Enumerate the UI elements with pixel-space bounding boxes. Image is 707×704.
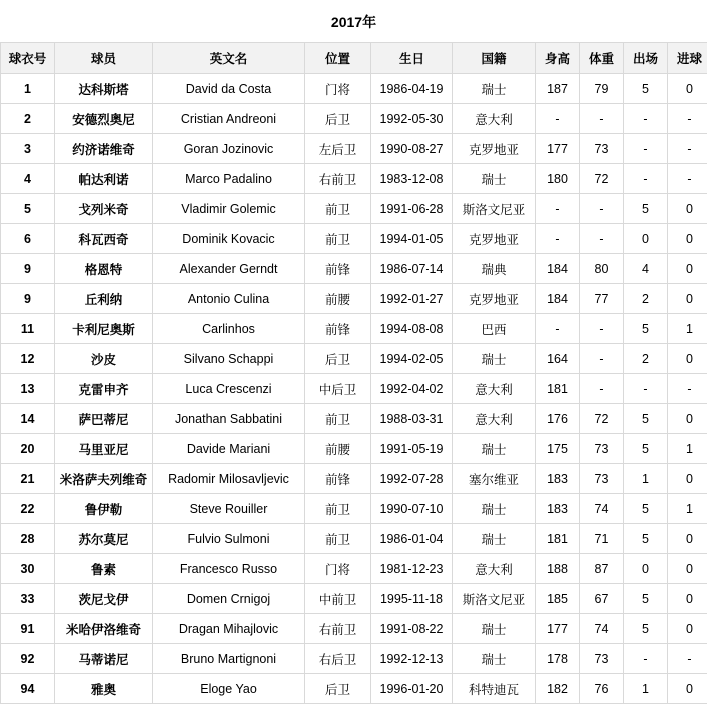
cell-nation: 瑞士 [453,524,536,554]
cell-height: 185 [536,584,580,614]
cell-player: 米洛萨夫列维奇 [55,464,153,494]
table-row [1,674,707,704]
cell-position: 后卫 [305,344,371,374]
cell-apps: 5 [624,74,668,104]
cell-height: 184 [536,254,580,284]
cell-goals: 0 [668,284,707,314]
column-header-position: 位置 [305,43,371,74]
cell-height: 183 [536,464,580,494]
cell-apps: 2 [624,344,668,374]
cell-birthday: 1986-01-04 [371,524,453,554]
cell-position: 前锋 [305,254,371,284]
cell-birthday: 1992-12-13 [371,644,453,674]
cell-birthday: 1992-07-28 [371,464,453,494]
cell-weight: 74 [580,494,624,524]
column-header-height: 身高 [536,43,580,74]
cell-english: Domen Crnigoj [153,584,305,614]
cell-jersey: 6 [1,224,55,254]
cell-position: 前锋 [305,314,371,344]
cell-goals: 0 [668,224,707,254]
cell-jersey: 28 [1,524,55,554]
table-row [1,494,707,524]
cell-birthday: 1983-12-08 [371,164,453,194]
cell-goals: - [668,134,707,164]
cell-apps: - [624,104,668,134]
cell-jersey: 9 [1,284,55,314]
cell-jersey: 4 [1,164,55,194]
cell-weight: - [580,104,624,134]
cell-jersey: 91 [1,614,55,644]
cell-apps: 5 [624,524,668,554]
cell-birthday: 1995-11-18 [371,584,453,614]
cell-nation: 意大利 [453,104,536,134]
table-row [1,164,707,194]
cell-birthday: 1991-06-28 [371,194,453,224]
cell-jersey: 30 [1,554,55,584]
table-row [1,134,707,164]
cell-apps: 1 [624,674,668,704]
cell-goals: - [668,104,707,134]
cell-position: 门将 [305,554,371,584]
cell-player: 卡利尼奥斯 [55,314,153,344]
cell-english: Silvano Schappi [153,344,305,374]
cell-apps: 5 [624,584,668,614]
cell-birthday: 1996-01-20 [371,674,453,704]
table-row [1,374,707,404]
cell-height: 183 [536,494,580,524]
cell-jersey: 1 [1,74,55,104]
column-header-apps: 出场 [624,43,668,74]
cell-weight: 71 [580,524,624,554]
cell-nation: 瑞士 [453,494,536,524]
cell-jersey: 13 [1,374,55,404]
cell-jersey: 5 [1,194,55,224]
cell-height: 181 [536,524,580,554]
cell-position: 前卫 [305,224,371,254]
cell-jersey: 14 [1,404,55,434]
column-header-player: 球员 [55,43,153,74]
cell-weight: 79 [580,74,624,104]
cell-position: 前腰 [305,434,371,464]
cell-nation: 意大利 [453,554,536,584]
cell-nation: 瑞士 [453,434,536,464]
cell-nation: 意大利 [453,404,536,434]
cell-player: 苏尔莫尼 [55,524,153,554]
cell-position: 前卫 [305,524,371,554]
page-title: 2017年 [0,0,707,42]
cell-birthday: 1981-12-23 [371,554,453,584]
cell-weight: 73 [580,134,624,164]
cell-height: 175 [536,434,580,464]
cell-height: 187 [536,74,580,104]
cell-nation: 斯洛文尼亚 [453,194,536,224]
cell-goals: 0 [668,584,707,614]
cell-jersey: 21 [1,464,55,494]
cell-goals: 0 [668,404,707,434]
cell-goals: - [668,374,707,404]
cell-goals: 0 [668,524,707,554]
cell-nation: 克罗地亚 [453,284,536,314]
cell-height: - [536,194,580,224]
cell-weight: 80 [580,254,624,284]
cell-height: 177 [536,134,580,164]
cell-birthday: 1988-03-31 [371,404,453,434]
cell-position: 右后卫 [305,644,371,674]
cell-player: 马蒂诺尼 [55,644,153,674]
cell-english: Carlinhos [153,314,305,344]
cell-jersey: 22 [1,494,55,524]
cell-english: Antonio Culina [153,284,305,314]
cell-height: - [536,224,580,254]
column-header-weight: 体重 [580,43,624,74]
cell-weight: - [580,374,624,404]
cell-english: Alexander Gerndt [153,254,305,284]
cell-nation: 瑞士 [453,164,536,194]
cell-position: 前卫 [305,194,371,224]
cell-weight: 73 [580,644,624,674]
cell-position: 左后卫 [305,134,371,164]
table-row [1,464,707,494]
cell-jersey: 9 [1,254,55,284]
cell-weight: 72 [580,164,624,194]
table-row [1,584,707,614]
cell-height: - [536,104,580,134]
cell-weight: 67 [580,584,624,614]
table-row [1,74,707,104]
cell-height: 177 [536,614,580,644]
cell-english: Radomir Milosavljevic [153,464,305,494]
cell-nation: 瑞士 [453,344,536,374]
cell-apps: - [624,134,668,164]
cell-weight: 73 [580,434,624,464]
table-row [1,524,707,554]
table-row [1,614,707,644]
cell-nation: 克罗地亚 [453,134,536,164]
cell-position: 后卫 [305,104,371,134]
cell-jersey: 92 [1,644,55,674]
cell-height: 181 [536,374,580,404]
cell-english: Vladimir Golemic [153,194,305,224]
table-body [1,74,707,704]
cell-nation: 瑞士 [453,74,536,104]
cell-weight: 74 [580,614,624,644]
column-header-goals: 进球 [668,43,707,74]
table-row [1,644,707,674]
cell-position: 中后卫 [305,374,371,404]
cell-jersey: 33 [1,584,55,614]
cell-nation: 巴西 [453,314,536,344]
cell-player: 科瓦西奇 [55,224,153,254]
cell-apps: 0 [624,554,668,584]
cell-weight: - [580,344,624,374]
cell-position: 前卫 [305,494,371,524]
column-header-english: 英文名 [153,43,305,74]
cell-height: 176 [536,404,580,434]
cell-player: 克雷申齐 [55,374,153,404]
cell-height: - [536,314,580,344]
cell-goals: 0 [668,194,707,224]
cell-birthday: 1986-04-19 [371,74,453,104]
table-row [1,434,707,464]
cell-nation: 塞尔维亚 [453,464,536,494]
cell-goals: 1 [668,314,707,344]
cell-position: 右前卫 [305,164,371,194]
cell-jersey: 11 [1,314,55,344]
table-row [1,404,707,434]
cell-apps: - [624,164,668,194]
cell-weight: 73 [580,464,624,494]
cell-player: 帕达利诺 [55,164,153,194]
cell-player: 雅奥 [55,674,153,704]
cell-nation: 科特迪瓦 [453,674,536,704]
cell-weight: 87 [580,554,624,584]
cell-birthday: 1990-07-10 [371,494,453,524]
cell-player: 安德烈奥尼 [55,104,153,134]
table-row [1,254,707,284]
cell-height: 188 [536,554,580,584]
cell-apps: 5 [624,614,668,644]
cell-english: Jonathan Sabbatini [153,404,305,434]
cell-english: Goran Jozinovic [153,134,305,164]
cell-english: Fulvio Sulmoni [153,524,305,554]
cell-height: 164 [536,344,580,374]
cell-birthday: 1991-08-22 [371,614,453,644]
cell-goals: 0 [668,614,707,644]
cell-weight: 72 [580,404,624,434]
cell-apps: 4 [624,254,668,284]
cell-apps: - [624,644,668,674]
cell-nation: 瑞士 [453,644,536,674]
cell-nation: 斯洛文尼亚 [453,584,536,614]
cell-goals: - [668,644,707,674]
cell-english: Francesco Russo [153,554,305,584]
cell-birthday: 1994-01-05 [371,224,453,254]
cell-english: Marco Padalino [153,164,305,194]
cell-goals: 0 [668,554,707,584]
cell-weight: 76 [580,674,624,704]
cell-weight: - [580,314,624,344]
cell-english: Steve Rouiller [153,494,305,524]
cell-birthday: 1986-07-14 [371,254,453,284]
cell-birthday: 1990-08-27 [371,134,453,164]
cell-english: Davide Mariani [153,434,305,464]
cell-height: 182 [536,674,580,704]
cell-birthday: 1992-05-30 [371,104,453,134]
column-header-birthday: 生日 [371,43,453,74]
cell-english: Dominik Kovacic [153,224,305,254]
cell-jersey: 20 [1,434,55,464]
cell-position: 前锋 [305,464,371,494]
cell-height: 184 [536,284,580,314]
cell-goals: 0 [668,344,707,374]
cell-english: Eloge Yao [153,674,305,704]
cell-player: 马里亚尼 [55,434,153,464]
cell-height: 178 [536,644,580,674]
cell-goals: 0 [668,254,707,284]
cell-jersey: 94 [1,674,55,704]
cell-goals: 0 [668,464,707,494]
cell-nation: 意大利 [453,374,536,404]
cell-player: 茨尼戈伊 [55,584,153,614]
cell-jersey: 3 [1,134,55,164]
cell-nation: 瑞典 [453,254,536,284]
table-row [1,104,707,134]
cell-position: 中前卫 [305,584,371,614]
cell-weight: 77 [580,284,624,314]
cell-english: Cristian Andreoni [153,104,305,134]
cell-english: David da Costa [153,74,305,104]
column-header-nation: 国籍 [453,43,536,74]
cell-height: 180 [536,164,580,194]
cell-weight: - [580,194,624,224]
cell-player: 米哈伊洛维奇 [55,614,153,644]
cell-player: 约济诺维奇 [55,134,153,164]
cell-goals: 1 [668,434,707,464]
cell-goals: 0 [668,74,707,104]
cell-apps: 0 [624,224,668,254]
cell-jersey: 2 [1,104,55,134]
cell-english: Bruno Martignoni [153,644,305,674]
cell-player: 达科斯塔 [55,74,153,104]
cell-apps: 5 [624,494,668,524]
cell-player: 沙皮 [55,344,153,374]
table-row [1,314,707,344]
cell-apps: 5 [624,194,668,224]
table-row [1,194,707,224]
cell-player: 格恩特 [55,254,153,284]
cell-weight: - [580,224,624,254]
table-row [1,224,707,254]
cell-birthday: 1992-04-02 [371,374,453,404]
column-header-jersey: 球衣号 [1,43,55,74]
cell-goals: 1 [668,494,707,524]
cell-apps: 1 [624,464,668,494]
cell-apps: 2 [624,284,668,314]
table-row [1,344,707,374]
cell-apps: 5 [624,434,668,464]
table-header-row [1,43,707,74]
cell-birthday: 1994-02-05 [371,344,453,374]
cell-position: 前腰 [305,284,371,314]
roster-table [0,42,707,704]
cell-english: Dragan Mihajlovic [153,614,305,644]
table-row [1,554,707,584]
table-row [1,284,707,314]
cell-position: 后卫 [305,674,371,704]
cell-goals: 0 [668,674,707,704]
cell-goals: - [668,164,707,194]
table-header [1,43,707,74]
cell-jersey: 12 [1,344,55,374]
cell-player: 丘利纳 [55,284,153,314]
cell-player: 鲁素 [55,554,153,584]
cell-nation: 克罗地亚 [453,224,536,254]
cell-nation: 瑞士 [453,614,536,644]
cell-english: Luca Crescenzi [153,374,305,404]
cell-apps: 5 [624,314,668,344]
cell-position: 门将 [305,74,371,104]
cell-position: 前卫 [305,404,371,434]
cell-apps: 5 [624,404,668,434]
cell-player: 鲁伊勒 [55,494,153,524]
cell-apps: - [624,374,668,404]
cell-player: 萨巴蒂尼 [55,404,153,434]
cell-birthday: 1994-08-08 [371,314,453,344]
cell-birthday: 1991-05-19 [371,434,453,464]
cell-position: 右前卫 [305,614,371,644]
cell-birthday: 1992-01-27 [371,284,453,314]
cell-player: 戈列米奇 [55,194,153,224]
